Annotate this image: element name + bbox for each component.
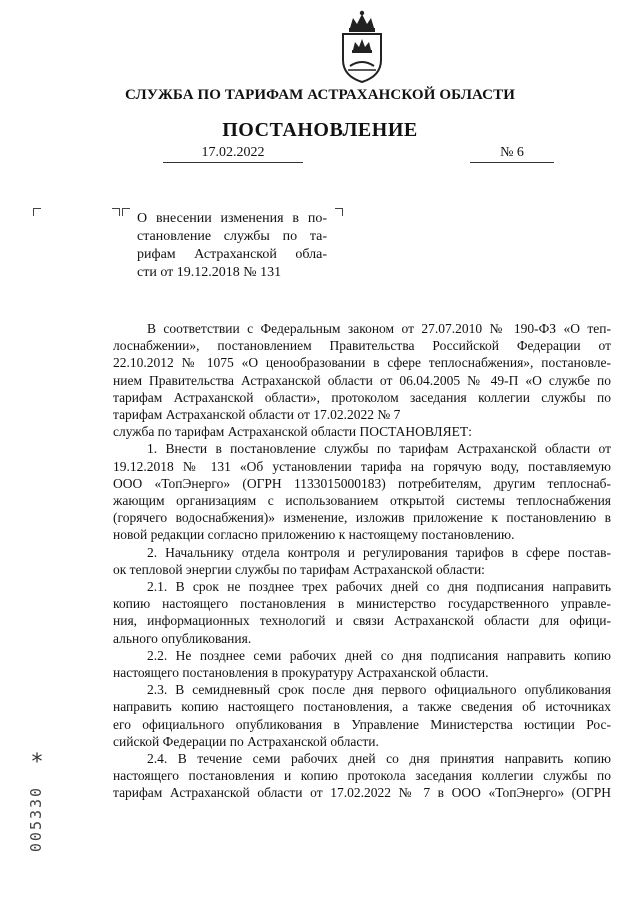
- body-line: его официального опубликования в Управление Министерства юстиции Рос-: [113, 716, 611, 732]
- body-line: 2.4. В течение семи рабочих дней со дня принятия направить копию: [147, 751, 611, 767]
- subject-line: сти от 19.12.2018 № 131: [137, 265, 282, 280]
- subject-line: становление службы по та-: [137, 229, 327, 244]
- body-line: (горячего водоснабжения)» изменение, изложив приложение к постановлению в: [113, 510, 611, 526]
- document-date: 17.02.2022: [163, 145, 303, 163]
- body-line: настоящего постановления в прокуратуру Астраханской области.: [113, 665, 489, 681]
- body-line: лоснабжении», постановлением Правительства Российской Федерации от: [113, 338, 611, 354]
- body-line: В соответствии с Федеральным законом от 27.07.2010 № 190-ФЗ «О теп-: [147, 321, 611, 336]
- corner-bracket: [122, 208, 130, 216]
- body-line: 2.2. Не позднее семи рабочих дней со дня подписания направить копию: [147, 647, 611, 663]
- stamp-star: *: [31, 750, 43, 775]
- agency-name: СЛУЖБА ПО ТАРИФАМ АСТРАХАНСКОЙ ОБЛАСТИ: [125, 87, 515, 103]
- corner-bracket: [335, 208, 343, 216]
- coat-of-arms-emblem: [334, 8, 390, 84]
- document-type-title: ПОСТАНОВЛЕНИЕ: [222, 119, 418, 141]
- document-body: [113, 320, 611, 802]
- body-line: тарифам Астраханской области от 17.02.2022 № 7: [113, 407, 401, 423]
- body-line: новой редакции согласно приложению к настоящему постановлению.: [113, 527, 515, 543]
- body-line: ок тепловой энергии службы по тарифам Астраханской области:: [113, 561, 485, 577]
- body-line: 19.12.2018 № 131 «Об установлении тарифа на горячую воду, поставляемую: [113, 458, 611, 474]
- body-line: настоящего постановления и копию протокола заседания коллегии службы по: [113, 768, 611, 784]
- body-line: нием Правительства Астраханской области от 06.04.2005 № 49-П «О службе по: [113, 372, 611, 388]
- subject-line: О внесении изменения в по-: [137, 211, 327, 226]
- body-line: жающим организациям с использованием открытой системы теплоснабжения: [113, 493, 611, 509]
- body-line: служба по тарифам Астраханской области ПОСТАНОВЛЯЕТ:: [113, 424, 472, 440]
- body-line: 2. Начальнику отдела контроля и регулирования тарифов в сфере постав-: [147, 544, 611, 560]
- body-line: ния, информационных технологий и связи Астраханской области для офици-: [113, 613, 611, 629]
- registration-stamp: [22, 750, 52, 860]
- body-line: тарифам Астраханской области от 17.02.2022 № 7 в ООО «ТопЭнерго» (ОГРН: [113, 785, 611, 801]
- subject-line: рифам Астраханской обла-: [137, 247, 327, 262]
- body-line: направить копию настоящего постановления, а также сведения об источниках: [113, 699, 611, 715]
- stamp-number: 005330: [27, 785, 45, 853]
- body-line: 2.1. В срок не позднее трех рабочих дней со дня подписания направить: [147, 579, 611, 595]
- body-line: 1. Внести в постановление службы по тарифам Астраханской области от: [147, 441, 611, 457]
- body-line: 2.3. В семидневный срок после дня первого официального опубликования: [147, 682, 611, 698]
- body-line: ального опубликования.: [113, 630, 252, 646]
- body-line: тарифам Астраханской области», протоколом заседания коллегии службы по: [113, 389, 611, 405]
- document-subject: [137, 210, 327, 282]
- corner-bracket: [112, 208, 120, 216]
- body-line: сийской Федерации по Астраханской области.: [113, 733, 379, 749]
- body-line: ООО «ТопЭнерго» (ОГРН 1133015000183) потребителям, другим теплоснаб-: [113, 475, 611, 491]
- body-line: 22.10.2012 № 1075 «О ценообразовании в сфере теплоснабжения», постановле-: [113, 355, 611, 371]
- document-number: № 6: [470, 145, 554, 163]
- corner-bracket: [33, 208, 41, 216]
- body-line: копию настоящего постановления в министерство государственного управле-: [113, 596, 611, 612]
